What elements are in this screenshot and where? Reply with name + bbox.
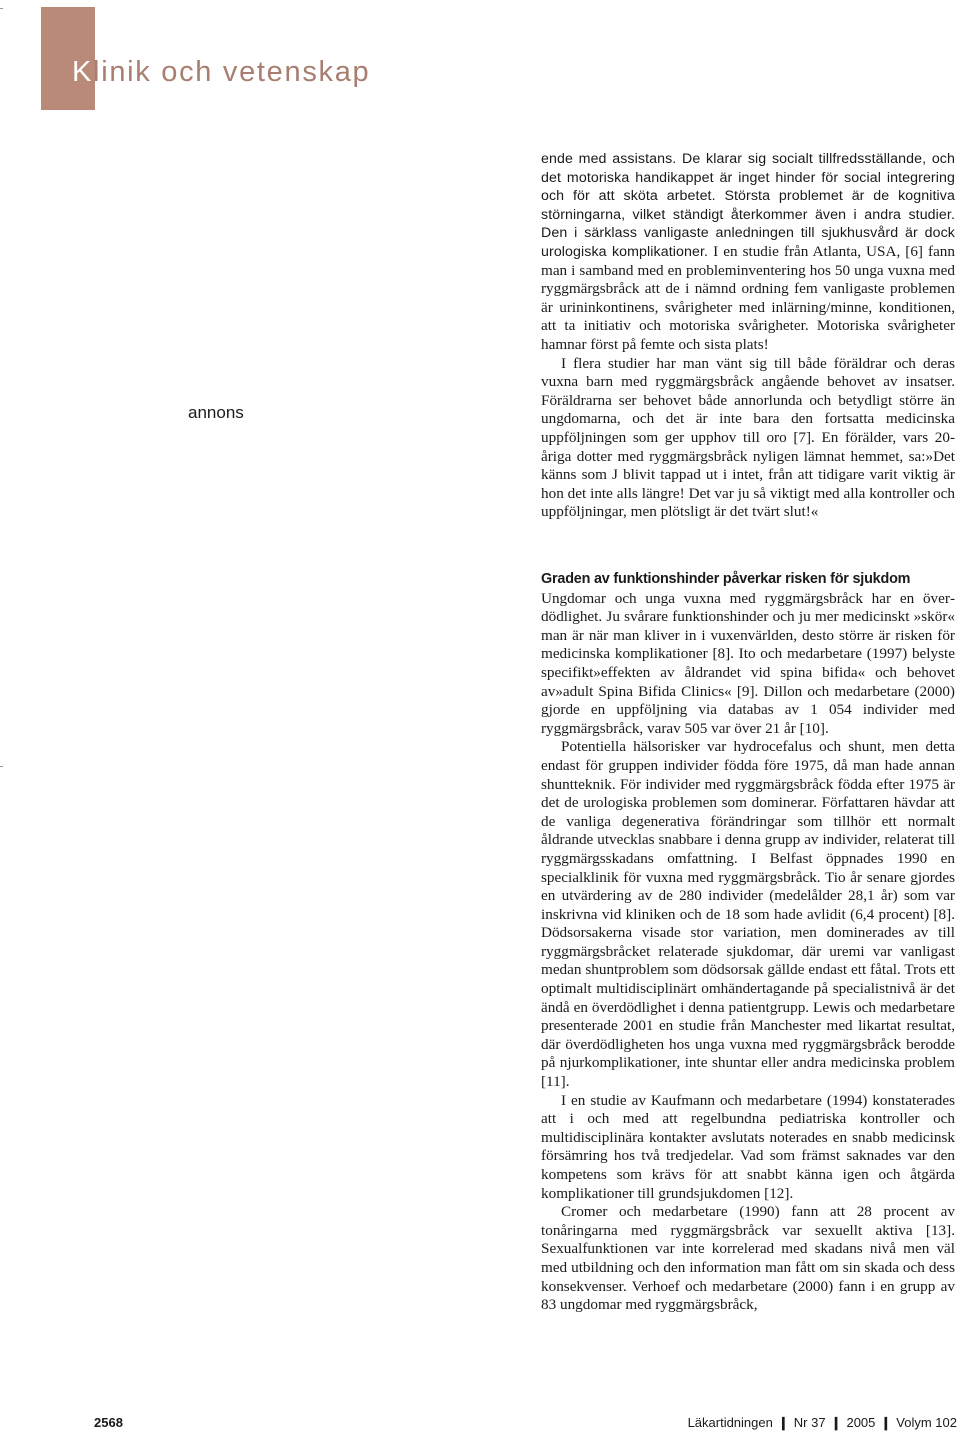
journal-volume: Volym 102 bbox=[896, 1415, 957, 1430]
paragraph-1 bbox=[541, 150, 955, 355]
paragraph-3: Ungdomar och unga vuxna med ryggmärgsbråck har en överdödlighet. Ju svårare funktionshinder och ju mer medicinskt »skör« man är när man kliver in i vuxenvärlden, desto större är risken för medicinska komplikationer [8]. Ito och medarbetare (1997) belyste specifikt»effekten av åldrandet vid spina bifida« och behovet av»adult Spina Bifida Clinics« [9]. Dillon och medarbetare (2000) gjorde en uppföljning via databas av 1 054 individer med ryggmärgsbråck, varav 505 var över 21 år [10]. bbox=[541, 589, 955, 737]
paragraph-5: I en studie av Kaufmann och medarbetare (1994) konstaterades att i och med att regelbundna pediatriska kontroller och multidisciplinära kontakter avslutats noterades en snabb medicinsk försämring hos två tredjedelar. Vad som främst saknades var den kompetens som krävs för att snabbt känna igen och åtgärda komplikationer till grundsjukdomen [12]. bbox=[541, 1091, 955, 1202]
page-number: 2568 bbox=[94, 1415, 123, 1430]
article-column-bottom bbox=[541, 570, 955, 1315]
paragraph-1-sans: ende med assistans. De klarar sig socialt tillfredsställande, och det motoriska handikappet är inget hinder för social integrering och för att sköta arbetet. Största problemet är de kognitiva störningarna, vilket ständigt återkommer även i andra studier. Den i särklass vanligaste anledningen till sjukhusvård är dock urologiska komplikationer. bbox=[541, 151, 955, 260]
footer-separator: ❙ bbox=[830, 1415, 842, 1430]
journal-footer bbox=[688, 1415, 957, 1431]
section-title-initial: K bbox=[72, 56, 94, 88]
crop-mark bbox=[0, 766, 3, 767]
paragraph-6: Cromer och medarbetare (1990) fann att 28 procent av tonåringarna med ryggmärgsbråck var sexuellt aktiva [13]. Sexualfunktionen var inte korrelerad med skadans nivå men väl med utbildning och den information man fått om sin skada och dess konsekvenser. Verhoef och medarbetare (2000) fann i en grupp av 83 ungdomar med ryggmärgsbråck, bbox=[541, 1203, 955, 1314]
journal-name: Läkartidningen bbox=[687, 1415, 773, 1430]
crop-mark bbox=[0, 8, 3, 9]
ad-label: annons bbox=[188, 403, 244, 422]
article-column-top bbox=[541, 150, 955, 522]
paragraph-4: Potentiella hälsorisker var hydrocefalus och shunt, men detta endast för gruppen individer födda före 1975, då man hade annan shuntteknik. För individer med ryggmärgsbråck födda efter 1975 är det de urologiska problemen som dominerar. Författaren hävdar att de vanliga degenerativa förändringar som tillhör ett normalt åldrande utvecklas snabbare i denna grupp av individer, relaterat till ryggmärgsskadans omfattning. I Belfast öppnades 1990 en specialklinik för vuxna med ryggmärgsbråck. Tio år senare gjordes en utvärdering av de 280 individer (medelålder 28,1 år) som var inskrivna vid kliniken och de 18 som hade avlidit (6,4 procent) [8]. Dödsorsakerna visade stor variation, men dominerades av till ryggmärgsbråcket relaterade sjukdomar, där uremi var vanligast medan shuntproblem som dödsorsak gällde endast ett fåtal. Trots ett optimalt multidisciplinärt omhändertagande på specialistnivå är det ändå en överdödlighet i denna patientgrupp. Lewis och medarbetare presenterade 2001 en studie från Manchester med likartat resultat, där överdödligheten hos unga vuxna med ryggmärgsbråck berodde på njurkomplikationer, inte shuntar eller andra medicinska problem [11]. bbox=[541, 738, 955, 1091]
journal-year: 2005 bbox=[846, 1415, 876, 1430]
section-title bbox=[72, 58, 370, 87]
section-subheading: Graden av funktionshinder påverkar risken för sjukdom bbox=[541, 571, 911, 587]
footer-separator: ❙ bbox=[777, 1415, 789, 1430]
paragraph-2: I flera studier har man vänt sig till både föräldrar och deras vuxna barn med ryggmärgsbråck angående behovet av insatser. Föräldrarna ser behovet både annorlunda och betydligt större än ungdomarna, och det är inte bara den fortsatta medicinska uppföljningen som ger upphov till oro [7]. En förälder, vars 20-åriga dotter med ryggmärgsbråck nyligen lämnat hemmet, sa:»Det känns som J blivit tappad ut i intet, från att tidigare varit viktig är hon det inte alls längre! Det var ju så viktigt med alla kontroller och uppföljningar, men plötsligt är det tvärt slut!« bbox=[541, 354, 955, 521]
footer-separator: ❙ bbox=[880, 1415, 892, 1430]
journal-issue: Nr 37 bbox=[793, 1415, 826, 1430]
paragraph-1-serif: I en studie från Atlanta, USA, [6] fann man i samband med en probleminventering hos 50 unga vuxna med ryggmärgsbråck att de i nämnd ordning fem vanligaste problemen är urininkontinens, svårigheter med inlärning/minne, konditionen, att ta initiativ och motoriska svårigheter. Motoriska svårigheter hamnar först på femte och sista plats! bbox=[541, 242, 955, 353]
section-title-rest: linik och vetenskap bbox=[93, 56, 371, 88]
